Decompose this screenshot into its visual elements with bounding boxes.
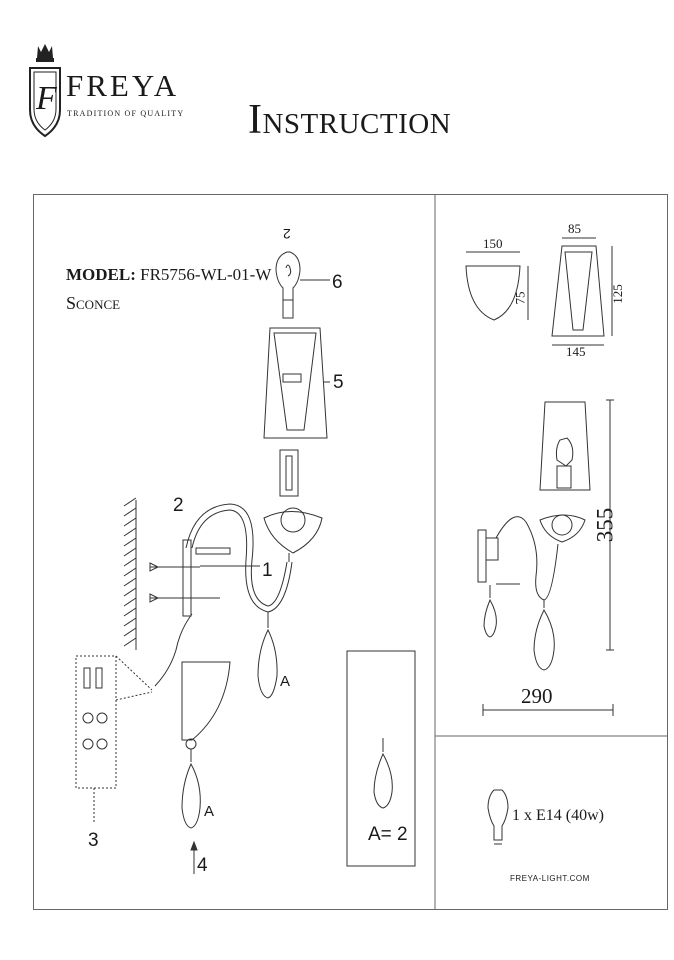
part-1-label: 1 [262,560,273,581]
part-2-label: 2 [173,495,184,516]
socket-drawing [264,450,322,562]
bulb-spec-icon [488,790,508,844]
part-4-label: 4 [197,855,208,876]
cup-height-dim: 75 [512,291,528,305]
lower-cup-drawing [182,662,230,874]
brand-tagline: TRADITION OF QUALITY [67,109,185,118]
assembled-sconce-drawing [478,400,614,716]
bulb-drawing [276,252,330,318]
wall-drawing [124,498,260,686]
part-5-label: 5 [333,372,344,393]
cup-dimension-drawing [466,252,528,320]
shade-top-dim: 85 [568,221,581,236]
part-6-label: 6 [332,272,343,293]
shade-dimension-drawing [552,238,612,345]
model-code: FR5756-WL-01-W [140,265,272,284]
total-width-dim: 290 [521,684,553,708]
total-height-dim: 355 [592,507,618,543]
pendant-label-1: A [280,673,291,690]
terminal-drawing [83,668,121,749]
cup-width-dim: 150 [483,236,503,251]
pendant-label-2: A [204,803,215,820]
product-type: Sconce [66,293,121,313]
pendant-drawing [374,738,392,808]
page-title: Instruction [248,97,452,143]
shade-height-dim: 125 [609,284,625,304]
bulb-spec: 1 x E14 (40w) [512,807,604,824]
shade-drawing [264,328,330,438]
part-3-label: 3 [88,830,99,851]
website: FREYA-LIGHT.COM [510,874,590,883]
arm-drawing [186,504,292,698]
shade-bottom-dim: 145 [566,344,586,359]
brand-name: FREYA [66,68,180,103]
pendant-quantity: A= 2 [368,824,408,845]
model-label: MODEL: [66,265,136,284]
rotate-mark: 2 [283,226,291,242]
crest-letter: F [36,80,57,117]
